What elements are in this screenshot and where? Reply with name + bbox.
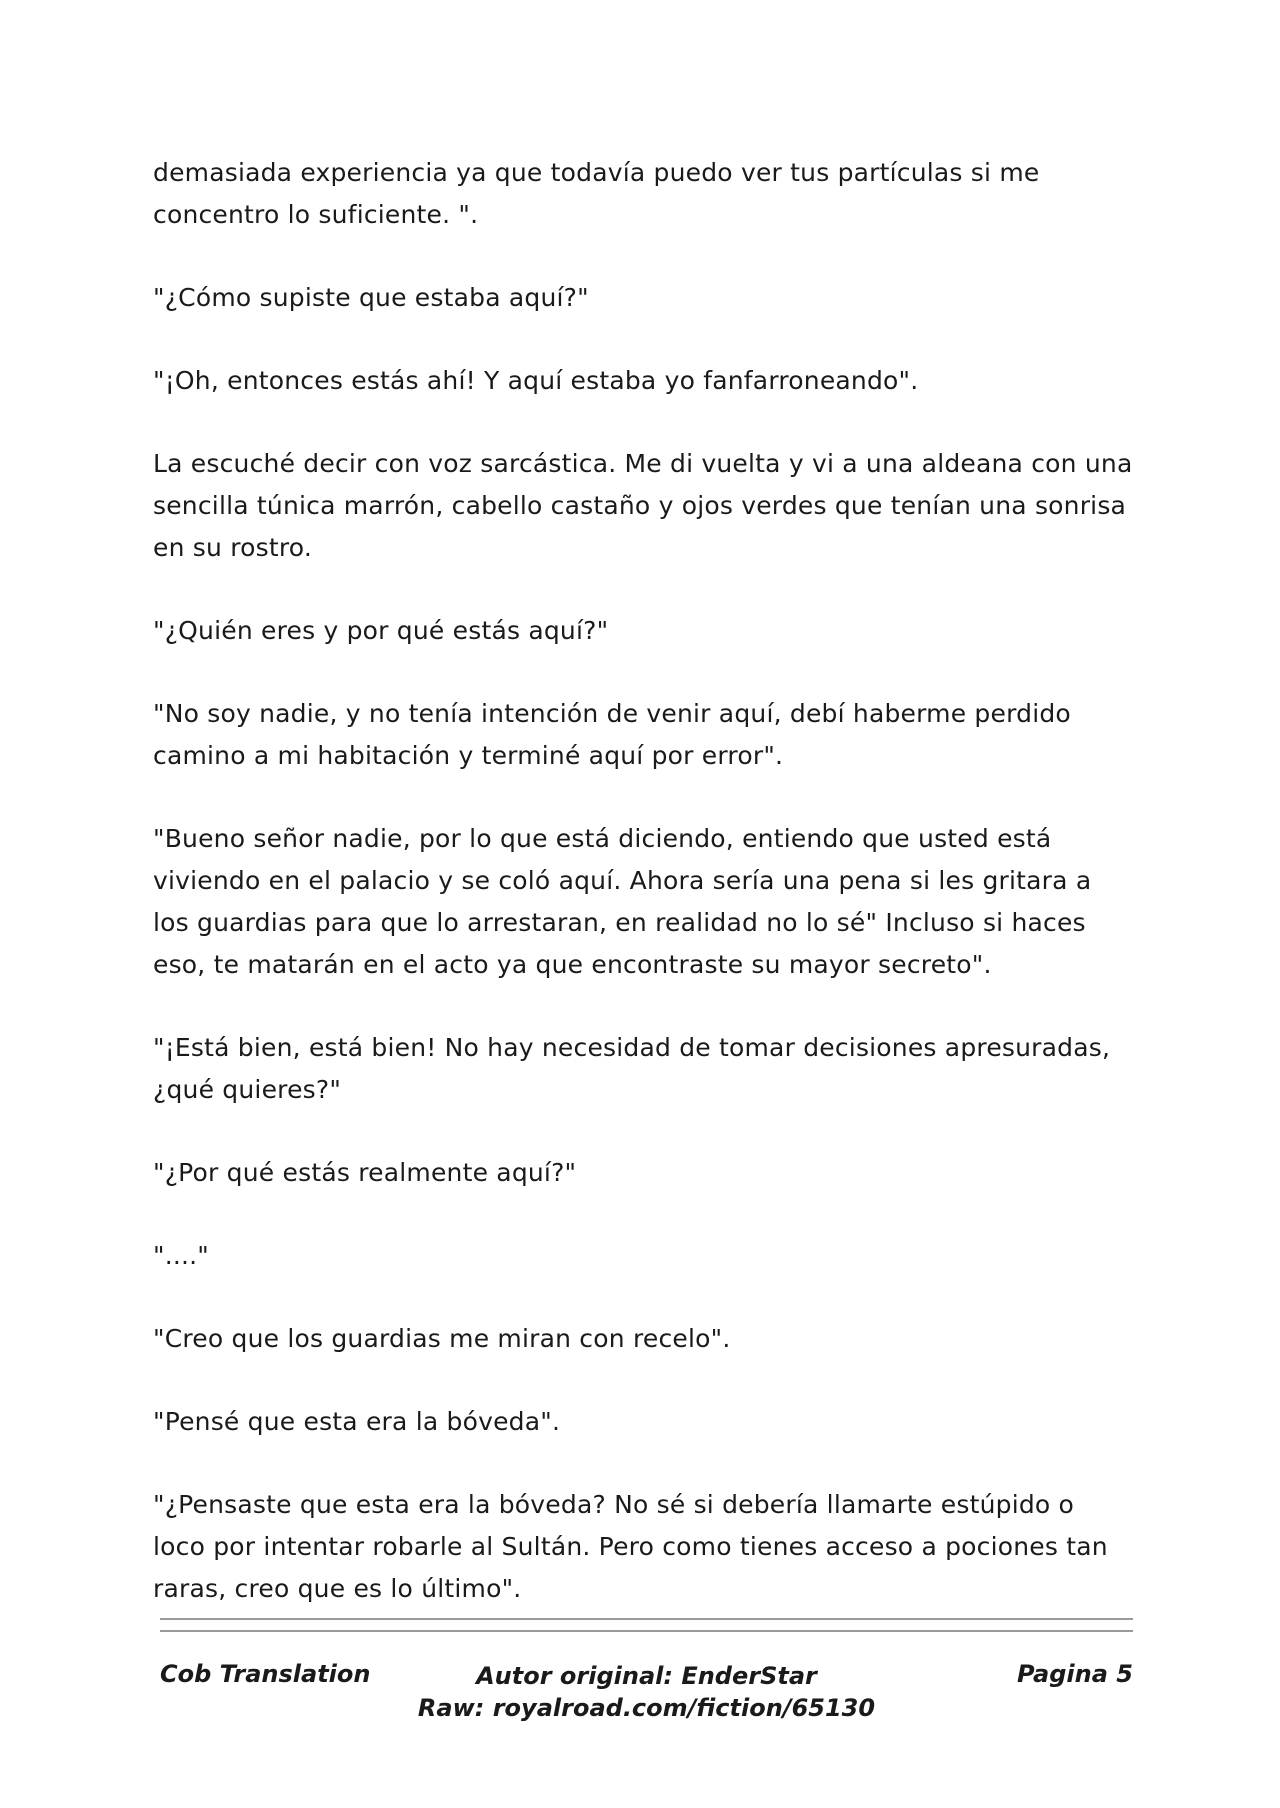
paragraph: "...." [153, 1241, 209, 1270]
paragraph: "¿Quién eres y por qué estás aquí?" [153, 616, 609, 645]
paragraph: "¿Por qué estás realmente aquí?" [153, 1158, 577, 1187]
footer-page-number: Pagina 5 [1017, 1660, 1133, 1688]
paragraph: La escuché decir con voz sarcástica. Me di vuelta y vi a una aldeana con una sencilla túnica marrón, cabello castaño y ojos verdes que tenían una sonrisa en su rostro. [153, 449, 1133, 562]
footer-raw-source: Raw: royalroad.com/fiction/65130 [417, 1694, 876, 1722]
footer-divider-top [160, 1618, 1133, 1620]
footer-original-author: Autor original: EnderStar [476, 1662, 817, 1690]
paragraph: "Pensé que esta era la bóveda". [153, 1407, 561, 1436]
paragraph: "¿Cómo supiste que estaba aquí?" [153, 283, 589, 312]
paragraph: "No soy nadie, y no tenía intención de venir aquí, debí haberme perdido camino a mi habitación y terminé aquí por error". [153, 699, 1071, 770]
body-text [153, 152, 1133, 1651]
footer-translator: Cob Translation [160, 1660, 371, 1688]
paragraph: "Bueno señor nadie, por lo que está diciendo, entiendo que usted está viviendo en el palacio y se coló aquí. Ahora sería una pena si les gritara a los guardias para que lo arrestaran, en realidad no lo sé" Incluso si haces eso, te matarán en el acto ya que encontraste su mayor secreto". [153, 824, 1092, 979]
footer-divider-bottom [160, 1630, 1133, 1632]
paragraph: "Creo que los guardias me miran con recelo". [153, 1324, 731, 1353]
footer-credits [160, 1660, 1133, 1724]
paragraph: "¡Oh, entonces estás ahí! Y aquí estaba yo fanfarroneando". [153, 366, 919, 395]
page-footer [160, 1660, 1133, 1740]
paragraph: demasiada experiencia ya que todavía puedo ver tus partículas si me concentro lo suficiente. ". [153, 158, 1040, 229]
paragraph: "¿Pensaste que esta era la bóveda? No sé si debería llamarte estúpido o loco por intentar robarle al Sultán. Pero como tienes acceso a pociones tan raras, creo que es lo último". [153, 1490, 1108, 1603]
paragraph: "¡Está bien, está bien! No hay necesidad de tomar decisiones apresuradas, ¿qué quieres?" [153, 1033, 1111, 1104]
